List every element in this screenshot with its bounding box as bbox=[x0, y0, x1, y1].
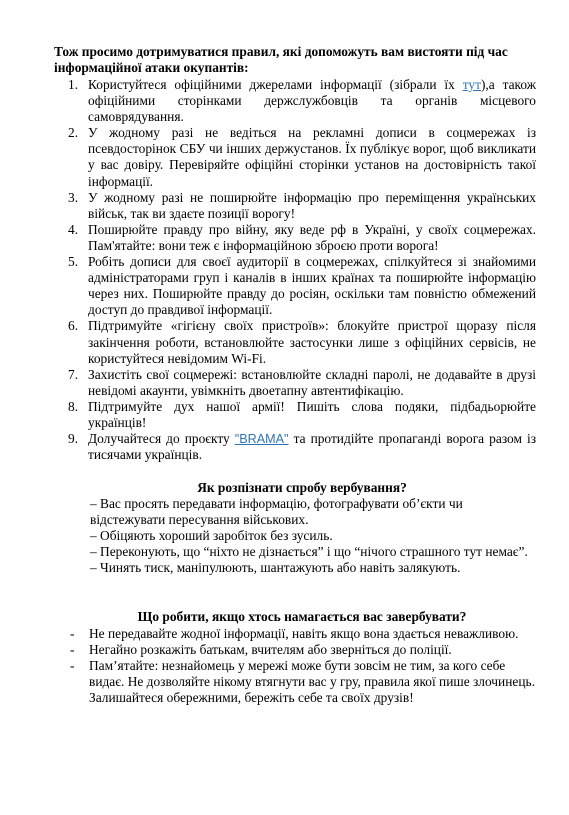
rule-text: Робіть дописи для своєї аудиторії в соцмережах, спілкуйтеся зі знайомими адміністраторами груп і каналів в інших країнах та поширюйте інформацію через них. Поширюйте правду до росіян, оскільки там повністю обмежений доступ до правдивої інформації. bbox=[88, 254, 536, 318]
rule-item bbox=[54, 431, 536, 463]
rule-text: У жодному разі не ведіться на рекламні дописи в соцмережах із псевдосторінок СБУ чи інших держустанов. Їх публікує ворог, щоб викликати у вас довіру. Перевіряйте офіційні сторінки установ на достовірність такої інформації. bbox=[88, 125, 536, 189]
rule-item bbox=[54, 318, 536, 366]
rule-item bbox=[54, 125, 536, 189]
action-item bbox=[54, 658, 536, 706]
rule-number: 8. bbox=[68, 398, 79, 414]
rule-text: ),а також офіційними сторінками держслужбовців та органів місцевого самоврядування. bbox=[88, 77, 536, 125]
rule-text: Підтримуйте дух нашої армії! Пишіть слова подяки, підбадьорюйте українців! bbox=[88, 398, 536, 430]
rule-number: 2. bbox=[68, 125, 79, 141]
rule-number: 1. bbox=[68, 77, 79, 92]
action-text: Пам’ятайте: незнайомець у мережі може бути зовсім не тим, за кого себе видає. Не дозволяйте нікому втягнути вас у гру, правила якої пише злочинець. Залишайтеся обережними, бережіть себе та своїх друзів! bbox=[89, 658, 535, 705]
rule-text: Долучайтеся до проєкту bbox=[88, 431, 235, 447]
rule-item bbox=[54, 77, 536, 125]
recruitment-sign: – Чинять тиск, маніпулюють, шантажують або навіть залякують. bbox=[90, 560, 461, 575]
rule-number: 4. bbox=[68, 221, 79, 237]
intro-paragraph: Тож просимо дотримуватися правил, які допоможуть вам вистояти під час інформаційної атаки окупантів: bbox=[54, 44, 508, 75]
rule-item bbox=[54, 367, 536, 399]
recruitment-signs bbox=[90, 496, 530, 576]
rules-list bbox=[54, 77, 536, 463]
rule-number: 7. bbox=[68, 366, 79, 382]
bullet: - bbox=[70, 658, 75, 673]
action-item bbox=[54, 626, 536, 642]
bullet: - bbox=[70, 626, 75, 641]
rule-item bbox=[54, 190, 536, 222]
sources-link[interactable]: тут bbox=[462, 77, 481, 92]
rule-number: 9. bbox=[68, 431, 79, 447]
recruitment-sign: – Вас просять передавати інформацію, фотографувати об’єкти чи відстежувати пересування військових. bbox=[90, 496, 463, 527]
recruitment-sign: – Обіцяють хороший заробіток без зусиль. bbox=[90, 528, 333, 543]
brama-link[interactable]: "BRAMA" bbox=[234, 432, 289, 447]
recruitment-sign: – Переконують, що “ніхто не дізнається” і що “нічого страшного тут немає”. bbox=[90, 544, 528, 559]
rule-number: 6. bbox=[68, 318, 79, 334]
actions-heading: Що робити, якщо хтось намагається вас завербувати? bbox=[137, 609, 467, 624]
rule-number: 3. bbox=[68, 189, 79, 205]
rule-number: 5. bbox=[68, 254, 79, 270]
action-text: Не передавайте жодної інформації, навіть якщо вона здається неважливою. bbox=[89, 626, 519, 641]
actions-list bbox=[54, 626, 536, 706]
rule-text: Підтримуйте «гігієну своїх пристроїв»: блокуйте пристрої щоразу після закінчення роботи, встановлюйте застосунки лише з офіційних сервісів, не користуйтеся невідомим Wi-Fi. bbox=[88, 318, 536, 366]
bullet: - bbox=[70, 642, 75, 657]
rule-text: У жодному разі не поширюйте інформацію про переміщення українських військ, так ви здаєте позиції ворогу! bbox=[88, 189, 536, 221]
rule-text: Користуйтеся офіційними джерелами інформації (зібрали їх bbox=[88, 77, 463, 92]
rule-item bbox=[54, 222, 536, 254]
action-text: Негайно розкажіть батькам, вчителям або зверніться до поліції. bbox=[89, 642, 452, 657]
rule-item bbox=[54, 254, 536, 318]
action-item bbox=[54, 642, 536, 658]
rule-text: Поширюйте правду про війну, яку веде рф в Україні, у своїх соцмережах. Пам'ятайте: вони теж є інформаційною зброєю проти ворога! bbox=[88, 221, 536, 253]
rule-item bbox=[54, 399, 536, 431]
rule-text: та протидійте пропаганді ворога разом із тисячами українців. bbox=[88, 431, 536, 463]
recruitment-heading: Як розпізнати спробу вербування? bbox=[197, 480, 407, 495]
rule-text: Захистіть свої соцмережі: встановлюйте складні паролі, не додавайте в друзі невідомі акаунти, увімкніть двоетапну автентифікацію. bbox=[88, 366, 536, 398]
